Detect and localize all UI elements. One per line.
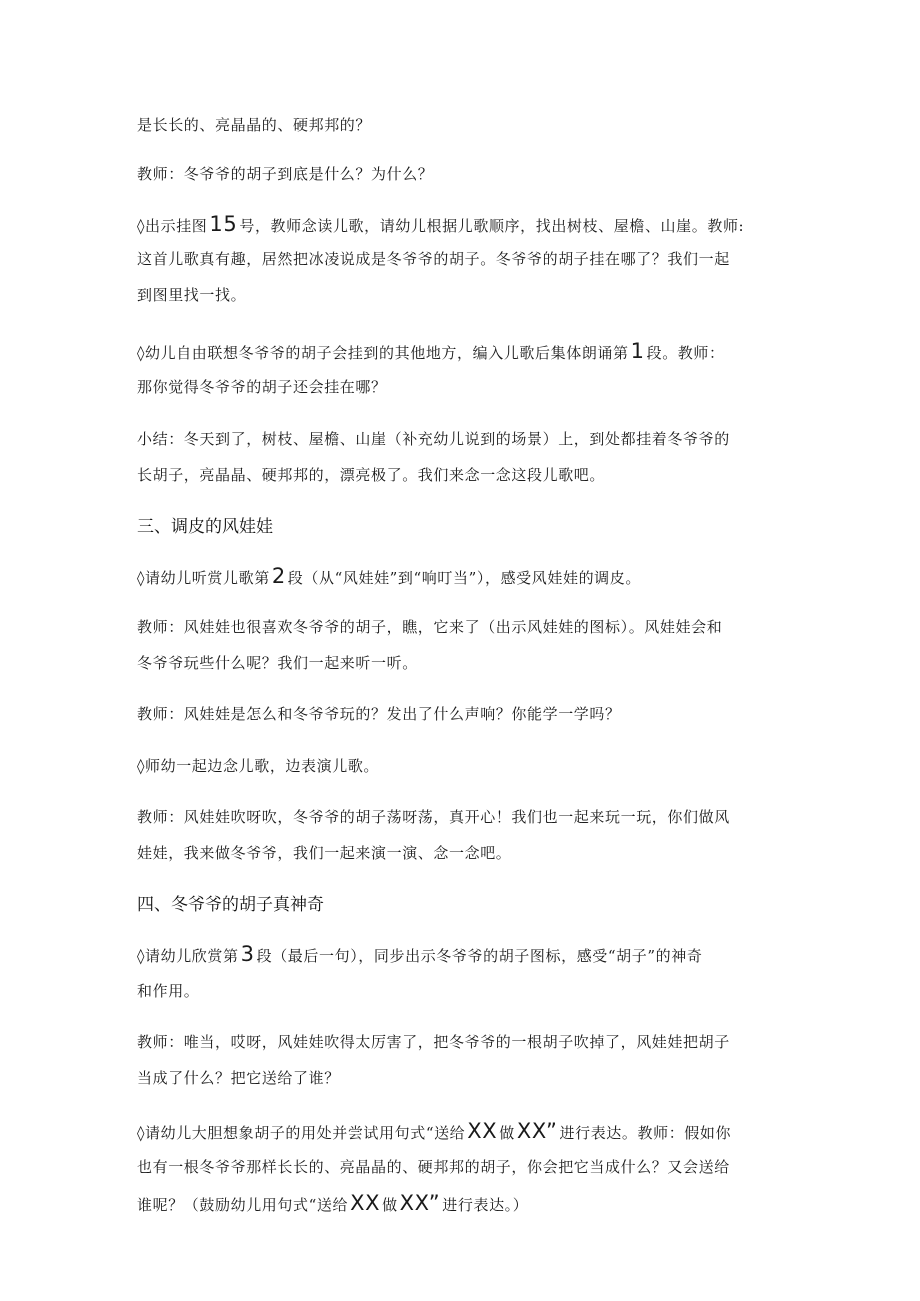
paragraph-line: 当成了什么？把它送给了谁？	[137, 1069, 340, 1087]
paragraph-line: 教师：风娃娃吹呀吹，冬爷爷的胡子荡呀荡，真开心！我们也一起来玩一玩，你们做风	[137, 808, 730, 826]
paragraph-line: 冬爷爷玩些什么呢？我们一起来听一听。	[137, 654, 418, 672]
paragraph-line	[137, 944, 797, 966]
text-run: ◊出示挂图	[137, 217, 208, 235]
paragraph-line: 这首儿歌真有趣，居然把冰凌说成是冬爷爷的胡子。冬爷爷的胡子挂在哪了？我们一起	[137, 250, 730, 268]
paragraph-line: 教师：唯当，哎呀，风娃娃吹得太厉害了，把冬爷爷的一根胡子吹掉了，风娃娃把胡子	[137, 1033, 730, 1051]
section-number: 1	[630, 339, 645, 363]
text-run: 号，教师念读儿歌，请幼儿根据儿歌顺序，找出树枝、屋檐、山崖。教师:	[239, 217, 745, 235]
paragraph-line: 小结：冬天到了，树枝、屋檐、山崖（补充幼儿说到的场景）上，到处都挂着冬爷爷的	[137, 430, 730, 448]
text-run: ◊请幼儿欣赏第	[137, 947, 239, 965]
paragraph-line: 长胡子，亮晶晶、硬邦邦的，漂亮极了。我们来念一念这段儿歌吧。	[137, 466, 606, 484]
text-run: 做	[499, 1124, 515, 1142]
section-heading: 四、冬爷爷的胡子真神奇	[137, 895, 324, 915]
figure-number: 15	[209, 212, 238, 236]
paragraph-line: 是长长的、亮晶晶的、硬邦邦的？	[137, 116, 372, 134]
paragraph-line: 娃娃，我来做冬爷爷，我们一起来演一演、念一念吧。	[137, 844, 512, 862]
paragraph-line: ◊师幼一起边念儿歌，边表演儿歌。	[137, 757, 380, 775]
paragraph-line	[137, 566, 797, 588]
section-heading: 三、调皮的风娃娃	[137, 517, 273, 537]
paragraph-line: 教师：冬爷爷的胡子到底是什么？为什么？	[137, 165, 434, 183]
placeholder-xx: XX	[350, 1191, 381, 1215]
placeholder-xx: XX”	[516, 1119, 558, 1143]
placeholder-xx: XX	[467, 1119, 498, 1143]
text-run: 谁呢？（鼓励幼儿用句式“送给	[137, 1196, 349, 1214]
paragraph-line: 到图里找一找。	[137, 286, 247, 304]
section-number: 3	[240, 942, 255, 966]
section-number: 2	[271, 564, 286, 588]
text-run: 段（从“风娃娃”到“响叮当”），感受风娃娃的调皮。	[287, 569, 641, 587]
text-run: ◊请幼儿听赏儿歌第	[137, 569, 270, 587]
text-run: ◊幼儿自由联想冬爷爷的胡子会挂到的其他地方，编入儿歌后集体朗诵第	[137, 344, 629, 362]
text-run: 做	[382, 1196, 398, 1214]
text-run: ◊请幼儿大胆想象胡子的用处并尝试用句式“送给	[137, 1124, 466, 1142]
paragraph-line: 教师：风娃娃是怎么和冬爷爷玩的？发出了什么声响？你能学一学吗？	[137, 705, 621, 723]
paragraph-line	[137, 214, 797, 236]
paragraph-line	[137, 341, 797, 363]
paragraph-line: 也有一根冬爷爷那样长长的、亮晶晶的、硬邦邦的胡子，你会把它当成什么？又会送给	[137, 1158, 730, 1176]
text-run: 段。教师：	[646, 344, 725, 362]
text-run: 段（最后一句），同步出示冬爷爷的胡子图标，感受“胡子”的神奇	[256, 947, 703, 965]
placeholder-xx: XX”	[399, 1191, 441, 1215]
paragraph-line: 教师：风娃娃也很喜欢冬爷爷的胡子，瞧，它来了（出示风娃娃的图标）。风娃娃会和	[137, 618, 723, 636]
text-run: 进行表达。教师：假如你	[559, 1124, 732, 1142]
paragraph-line: 那你觉得冬爷爷的胡子还会挂在哪？	[137, 378, 387, 396]
paragraph-line	[137, 1121, 797, 1143]
paragraph-line: 和作用。	[137, 982, 200, 1000]
text-run: 进行表达。）	[442, 1196, 529, 1214]
paragraph-line	[137, 1193, 797, 1215]
